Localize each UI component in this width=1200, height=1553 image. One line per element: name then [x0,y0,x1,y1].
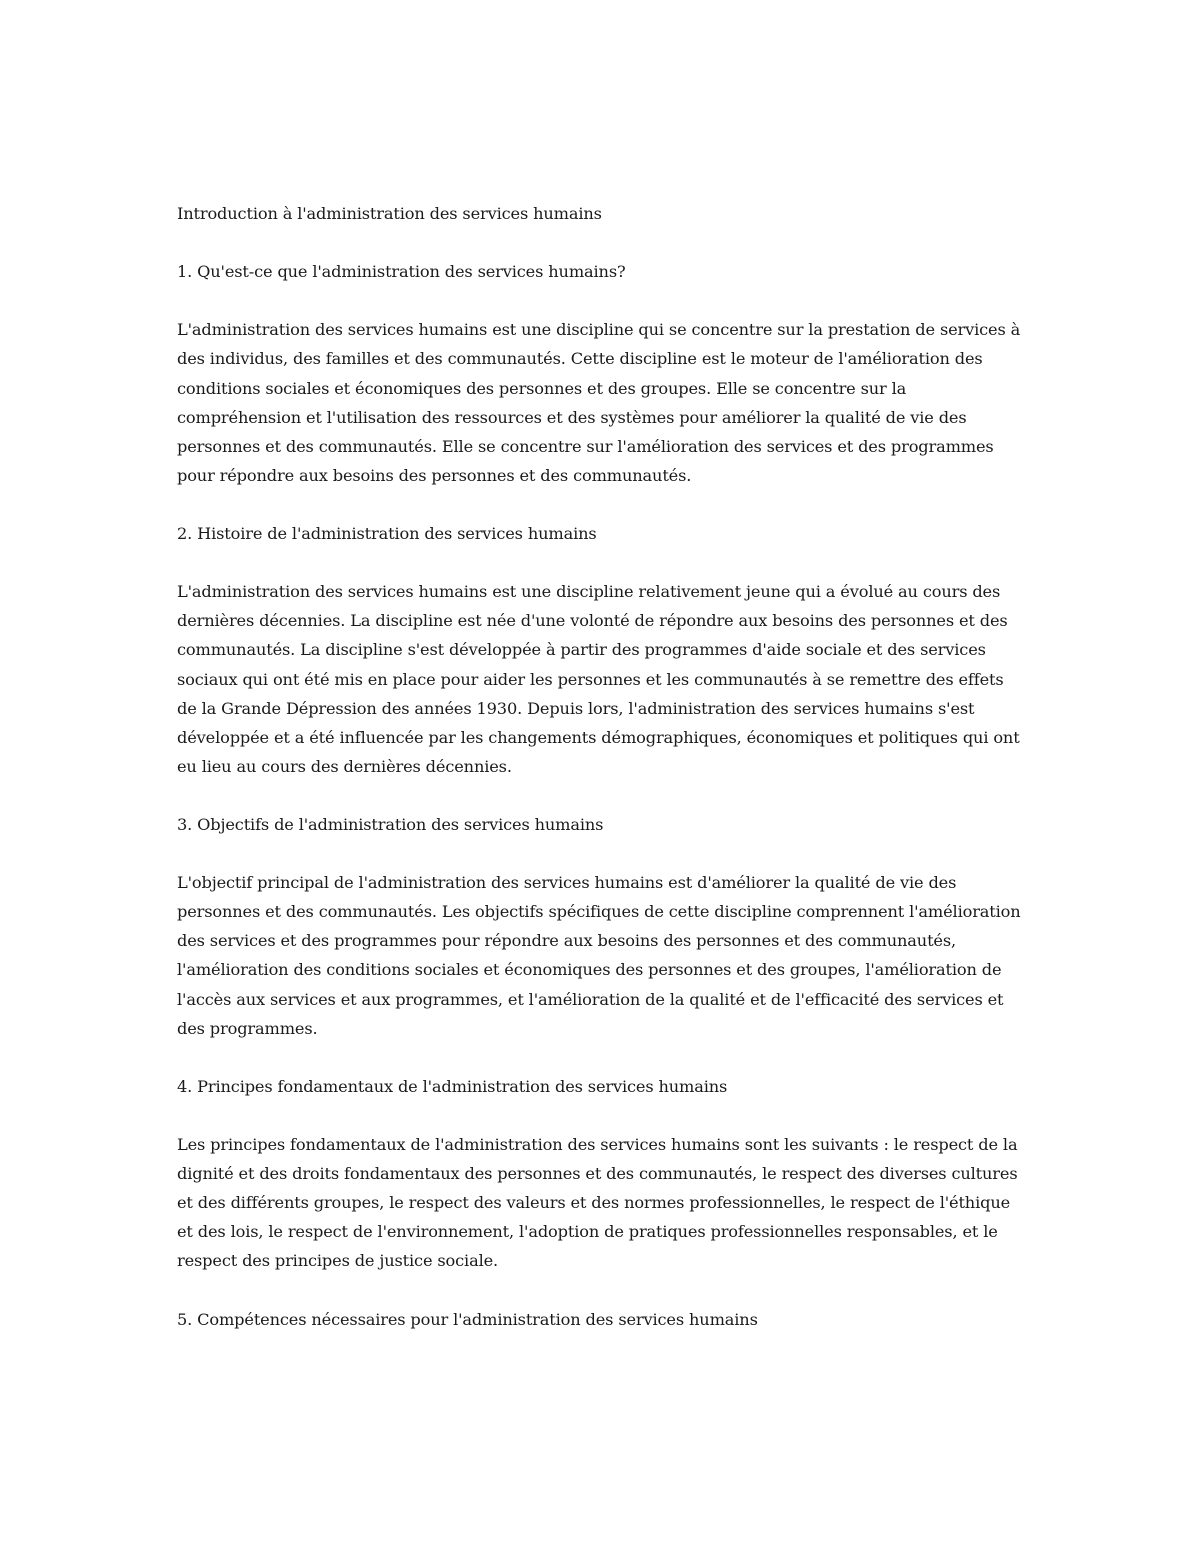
section-paragraph: Les principes fondamentaux de l'administration des services humains sont les suivants : le respect de la dignité et des droits fondamentaux des personnes et des communautés, le respect des diverses cultures et des différents groupes, le respect des valeurs et des normes professionnelles, le respect de l'éthique et des lois, le respect de l'environnement, l'adoption de pratiques professionnelles responsables, et le respect des principes de justice sociale. [177,1135,1018,1271]
document-title: Introduction à l'administration des services humains [177,204,602,223]
section-heading: 4. Principes fondamentaux de l'administration des services humains [177,1076,728,1096]
section-heading: 2. Histoire de l'administration des services humains [177,524,597,544]
section-heading: 1. Qu'est-ce que l'administration des services humains? [177,262,626,282]
section-heading: 5. Compétences nécessaires pour l'administration des services humains [177,1309,758,1329]
document-body [177,199,1027,1363]
section-paragraph: L'administration des services humains est une discipline relativement jeune qui a évolué au cours des dernières décennies. La discipline est née d'une volonté de répondre aux besoins des personnes et des communautés. La discipline s'est développée à partir des programmes d'aide sociale et des services sociaux qui ont été mis en place pour aider les personnes et les communautés à se remettre des effets de la Grande Dépression des années 1930. Depuis lors, l'administration des services humains s'est développée et a été influencée par les changements démographiques, économiques et politiques qui ont eu lieu au cours des dernières décennies. [177,582,1020,776]
section-heading: 3. Objectifs de l'administration des services humains [177,814,604,834]
section-paragraph: L'administration des services humains est une discipline qui se concentre sur la prestation de services à des individus, des familles et des communautés. Cette discipline est le moteur de l'amélioration des conditions sociales et économiques des personnes et des groupes. Elle se concentre sur la compréhension et l'utilisation des ressources et des systèmes pour améliorer la qualité de vie des personnes et des communautés. Elle se concentre sur l'amélioration des services et des programmes pour répondre aux besoins des personnes et des communautés. [177,320,1021,485]
section-paragraph: L'objectif principal de l'administration des services humains est d'améliorer la qualité de vie des personnes et des communautés. Les objectifs spécifiques de cette discipline comprennent l'amélioration des services et des programmes pour répondre aux besoins des personnes et des communautés, l'amélioration des conditions sociales et économiques des personnes et des groupes, l'amélioration de l'accès aux services et aux programmes, et l'amélioration de la qualité et de l'efficacité des services et des programmes. [177,873,1021,1038]
